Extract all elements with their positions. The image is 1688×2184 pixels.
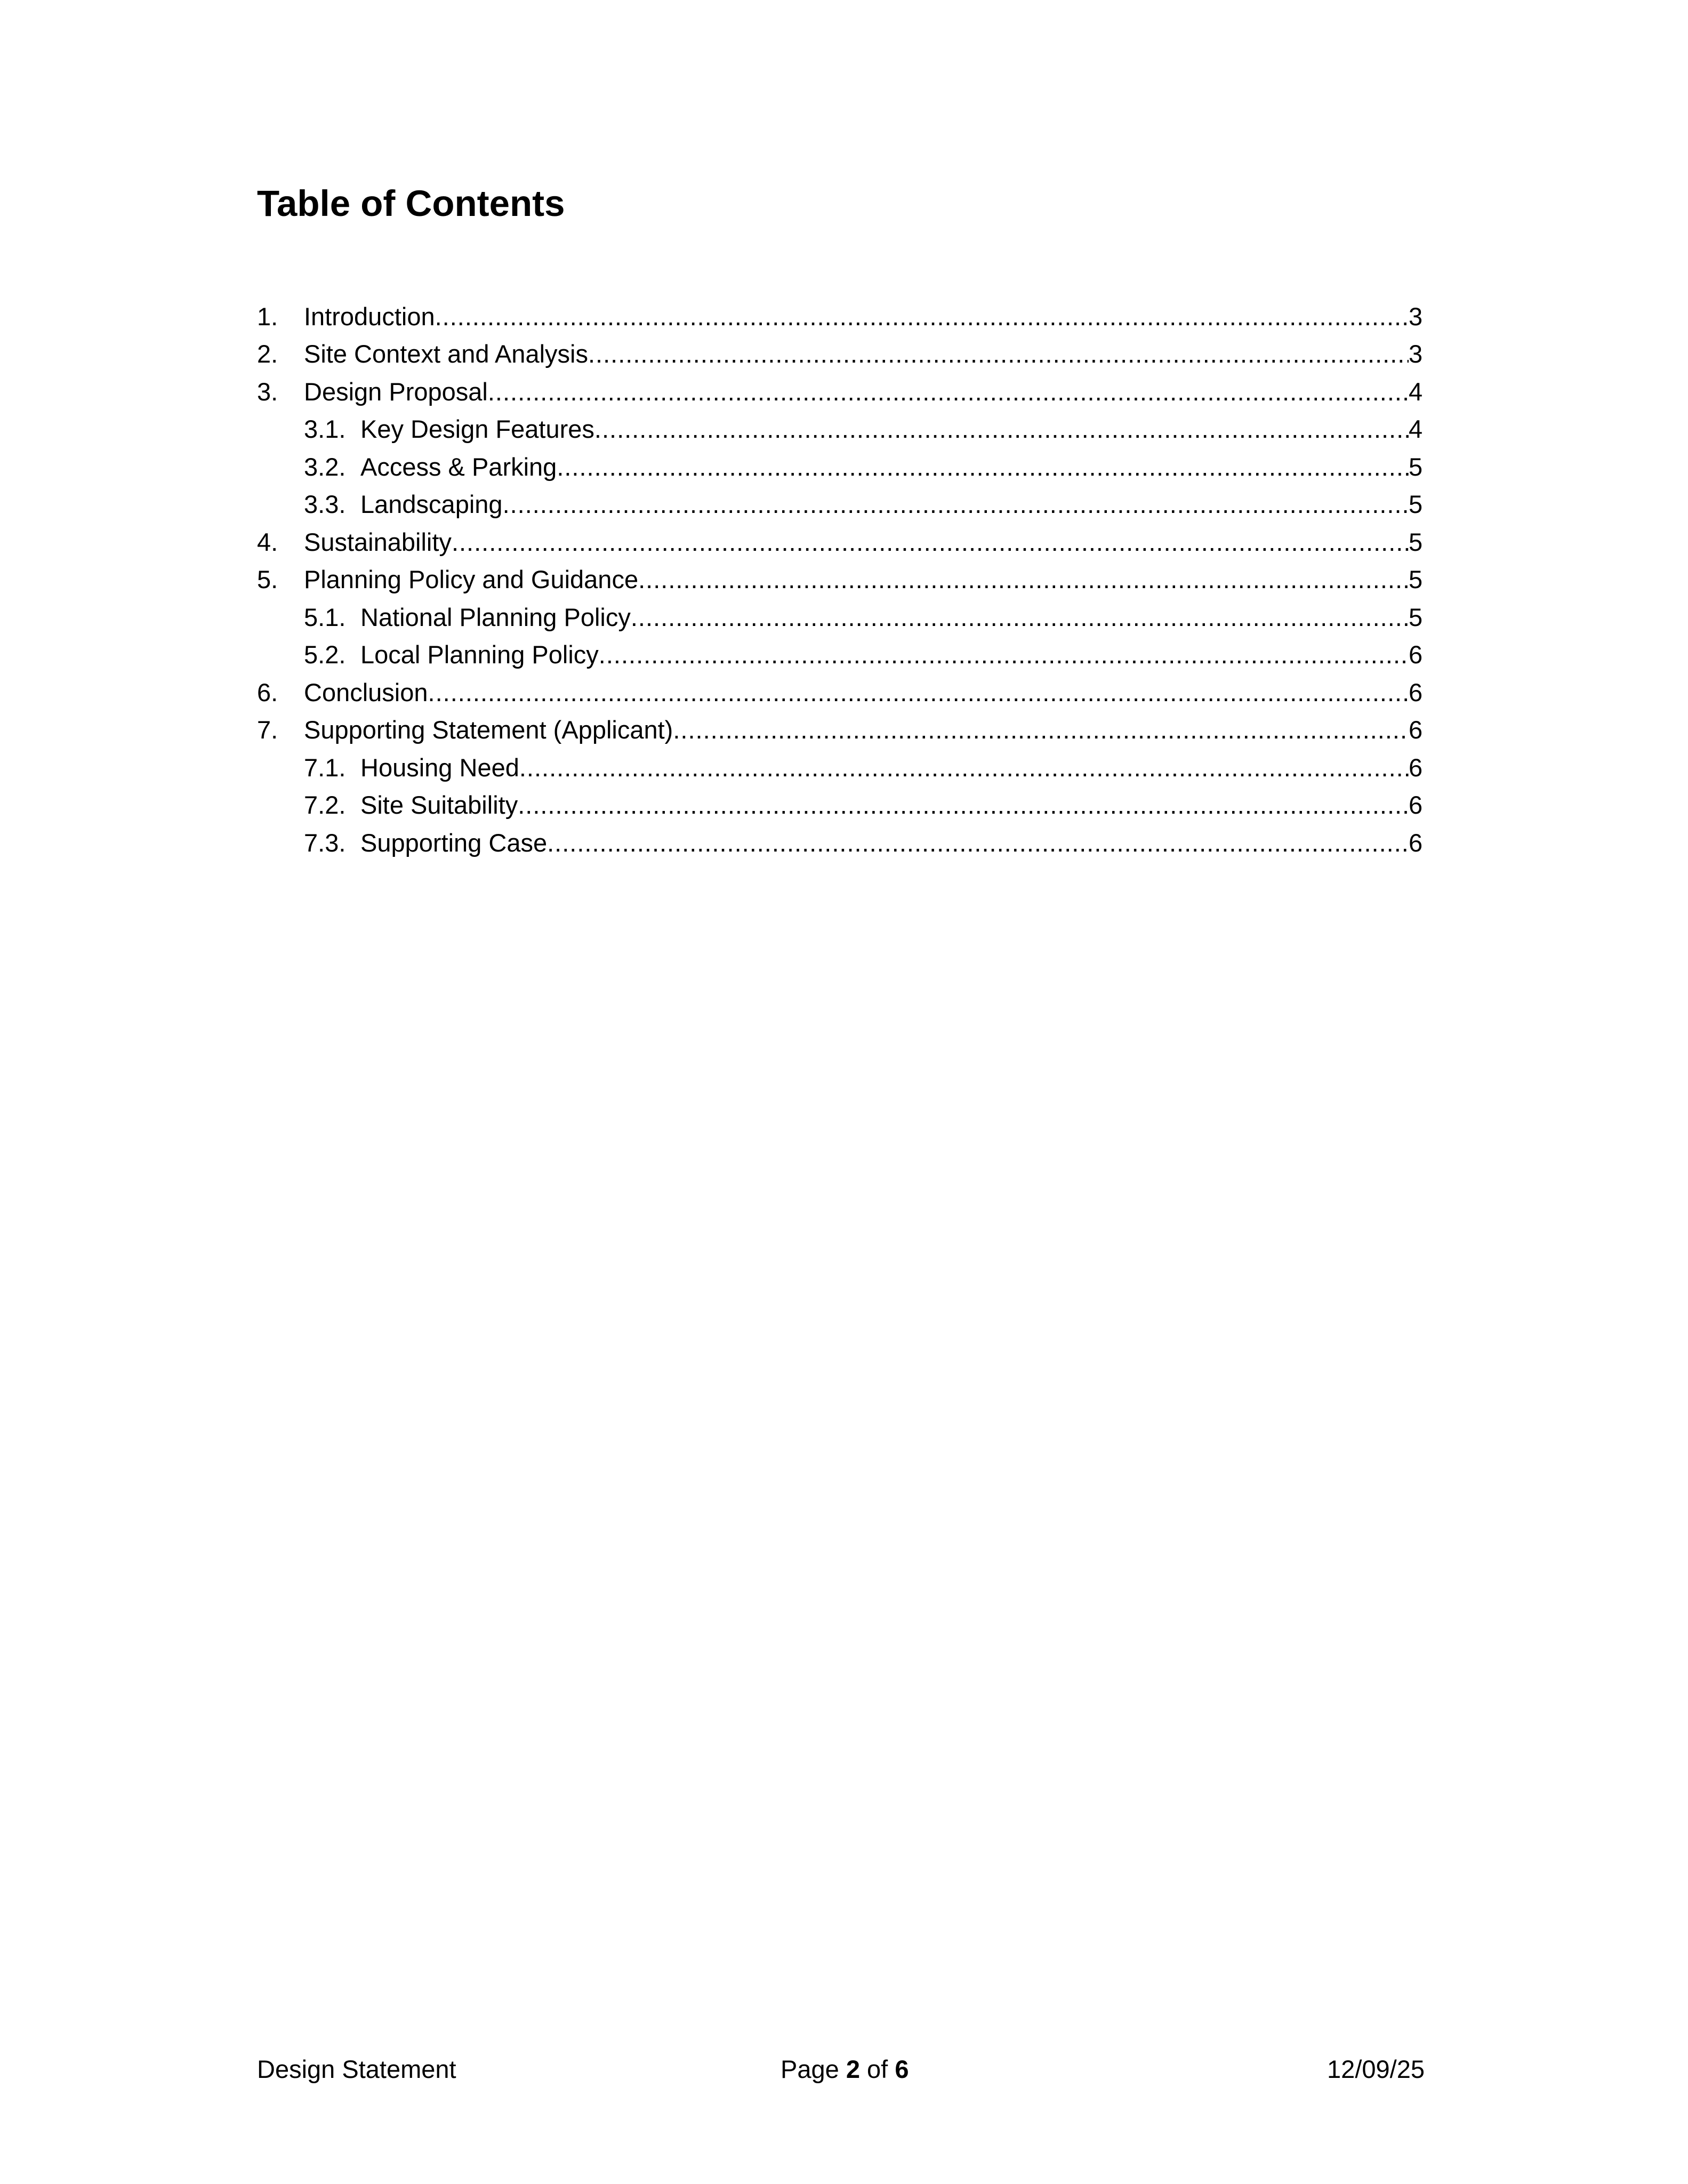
toc-dot-leader <box>435 301 1409 332</box>
footer-page-total: 6 <box>895 2055 909 2083</box>
toc-entry-number: 3.2. <box>304 452 346 481</box>
toc-subentry[interactable] <box>257 633 1425 671</box>
toc-subentry[interactable] <box>257 595 1425 633</box>
toc-entry-title: Access & Parking <box>360 452 557 481</box>
toc-entry-number: 3.1. <box>304 415 346 443</box>
toc-dot-leader <box>452 527 1409 558</box>
toc-dot-leader <box>599 639 1409 670</box>
toc-entry-title: National Planning Policy <box>360 603 631 631</box>
toc-entry-page: 5 <box>1409 490 1423 518</box>
toc-entry-page: 6 <box>1409 640 1423 669</box>
toc-entry-number: 1. <box>257 302 278 331</box>
toc-dot-leader <box>503 489 1409 520</box>
toc-dot-leader <box>428 677 1409 708</box>
toc-entry-page: 6 <box>1409 828 1423 857</box>
toc-entry-number: 3.3. <box>304 490 346 518</box>
toc-entry-title: Site Context and Analysis <box>304 340 588 368</box>
toc-entry-title: Landscaping <box>360 490 503 518</box>
toc-entry[interactable] <box>257 294 1425 332</box>
toc-heading: Table of Contents <box>257 183 565 224</box>
toc-entry-title: Key Design Features <box>360 415 594 443</box>
footer-page-number <box>781 2054 909 2085</box>
footer-page-of: of <box>867 2055 888 2083</box>
toc-dot-leader <box>631 602 1409 633</box>
toc-entry-page: 5 <box>1409 603 1423 631</box>
toc-dot-leader <box>594 414 1409 445</box>
toc-entry[interactable] <box>257 670 1425 708</box>
toc-dot-leader <box>518 790 1409 821</box>
footer-date: 12/09/25 <box>1327 2055 1425 2083</box>
toc-entry[interactable] <box>257 332 1425 370</box>
toc-entry-title: Local Planning Policy <box>360 640 599 669</box>
toc-dot-leader <box>519 752 1409 783</box>
toc-entry-number: 7.3. <box>304 828 346 857</box>
toc-dot-leader <box>557 452 1409 483</box>
toc-entry[interactable] <box>257 520 1425 558</box>
footer-document-title: Design Statement <box>257 2055 456 2083</box>
page-footer <box>257 2054 1425 2091</box>
toc-entry-page: 6 <box>1409 753 1423 782</box>
toc-entry-page: 4 <box>1409 415 1423 443</box>
toc-entry-page: 6 <box>1409 791 1423 819</box>
toc-subentry[interactable] <box>257 407 1425 445</box>
footer-page-prefix: Page <box>781 2055 839 2083</box>
toc-subentry[interactable] <box>257 821 1425 858</box>
toc-entry-number: 6. <box>257 678 278 706</box>
toc-entry-number: 4. <box>257 527 278 556</box>
toc-entry-page: 5 <box>1409 452 1423 481</box>
toc-entry-number: 7.2. <box>304 791 346 819</box>
toc-entry-title: Introduction <box>304 302 435 331</box>
toc-subentry[interactable] <box>257 783 1425 821</box>
toc-entry-number: 5.1. <box>304 603 346 631</box>
toc-entry-number: 5.2. <box>304 640 346 669</box>
toc-entry-title: Planning Policy and Guidance <box>304 565 639 593</box>
toc-entry-title: Design Proposal <box>304 377 488 406</box>
toc-entry-number: 7.1. <box>304 753 346 782</box>
toc-subentry[interactable] <box>257 483 1425 520</box>
toc-dot-leader <box>588 339 1409 370</box>
toc-entry-number: 7. <box>257 716 278 744</box>
toc-entry-page: 3 <box>1409 340 1423 368</box>
toc-dot-leader <box>488 376 1409 407</box>
toc-entry-title: Supporting Statement (Applicant) <box>304 716 673 744</box>
toc-entry-title: Sustainability <box>304 527 452 556</box>
toc-entry[interactable] <box>257 370 1425 407</box>
toc-entry-title: Conclusion <box>304 678 428 706</box>
toc-entry-title: Housing Need <box>360 753 519 782</box>
toc-dot-leader <box>547 828 1409 858</box>
toc-entry-number: 2. <box>257 340 278 368</box>
toc-entry-page: 4 <box>1409 377 1423 406</box>
toc-dot-leader <box>638 564 1409 595</box>
toc-entry-title: Site Suitability <box>360 791 518 819</box>
toc-entry-page: 5 <box>1409 565 1423 593</box>
footer-page-current: 2 <box>846 2055 860 2083</box>
toc-dot-leader <box>673 714 1409 745</box>
toc-entry[interactable] <box>257 558 1425 596</box>
toc-entry-number: 3. <box>257 377 278 406</box>
toc-entry-title: Supporting Case <box>360 828 548 857</box>
toc-entry-page: 5 <box>1409 527 1423 556</box>
toc-subentry[interactable] <box>257 745 1425 783</box>
toc-entry[interactable] <box>257 708 1425 746</box>
toc-entry-page: 3 <box>1409 302 1423 331</box>
toc-list <box>257 294 1425 858</box>
toc-entry-page: 6 <box>1409 678 1423 706</box>
toc-entry-page: 6 <box>1409 716 1423 744</box>
toc-subentry[interactable] <box>257 445 1425 483</box>
toc-entry-number: 5. <box>257 565 278 593</box>
